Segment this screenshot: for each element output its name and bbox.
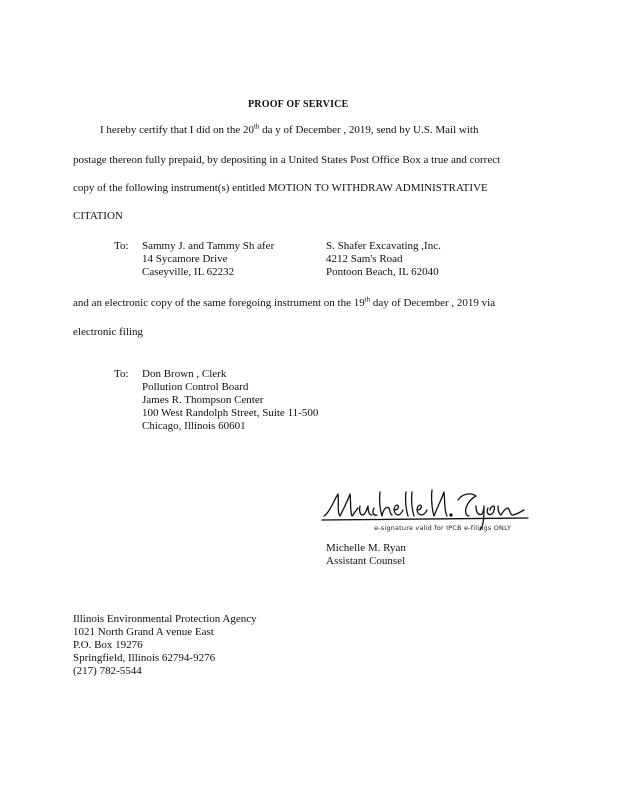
to-label-2: To: <box>114 368 129 380</box>
certify-line-2: postage thereon fully prepaid, by depositing in a United States Post Office Box a true and correct <box>73 154 501 166</box>
signature-caption: e-signature valid for IPCB e-filings ONLY <box>374 524 512 532</box>
recipient-1-city: Caseyville, IL 62232 <box>142 266 235 278</box>
signer-block <box>326 542 406 568</box>
board-name: Pollution Control Board <box>142 381 249 393</box>
agency-street: 1021 North Grand A venue East <box>73 626 214 638</box>
certify-line-1 <box>100 124 478 136</box>
certify-line-1-text-b: da y of December , 2019, send by U.S. Mail with <box>259 124 479 136</box>
recipient-block-1 <box>142 240 274 279</box>
document-title: PROOF OF SERVICE <box>248 99 349 110</box>
certify-line-3: copy of the following instrument(s) entitled MOTION TO WITHDRAW ADMINISTRATIVE <box>73 182 488 194</box>
city-state-zip: Chicago, Illinois 60601 <box>142 420 246 432</box>
certify-line-4: CITATION <box>73 210 123 222</box>
certify-line-1-text-a: I hereby certify that I did on the 20 <box>100 124 254 136</box>
electronic-line-1 <box>73 297 495 309</box>
agency-phone: (217) 782-5544 <box>73 665 142 677</box>
electronic-recipient-block <box>142 368 318 433</box>
recipient-block-2 <box>326 240 441 279</box>
handwritten-signature <box>320 486 530 534</box>
recipient-1-name: Sammy J. and Tammy Sh afer <box>142 240 275 252</box>
ordinal-suffix: th <box>253 122 260 131</box>
electronic-line-2: electronic filing <box>73 326 143 338</box>
center-name: James R. Thompson Center <box>142 394 264 406</box>
recipient-1-street: 14 Sycamore Drive <box>142 253 228 265</box>
to-label: To: <box>114 240 129 252</box>
street-address: 100 West Randolph Street, Suite 11-500 <box>142 407 319 419</box>
recipient-2-city: Pontoon Beach, IL 62040 <box>326 266 439 278</box>
agency-address-block <box>73 613 257 678</box>
signer-name: Michelle M. Ryan <box>326 542 406 554</box>
recipient-2-street: 4212 Sam's Road <box>326 253 403 265</box>
agency-city: Springfield, Illinois 62794-9276 <box>73 652 216 664</box>
recipient-2-name: S. Shafer Excavating ,Inc. <box>326 240 441 252</box>
agency-name: Illinois Environmental Protection Agency <box>73 613 257 625</box>
clerk-name: Don Brown , Clerk <box>142 368 227 380</box>
ordinal-suffix-2: th <box>364 295 371 304</box>
agency-po-box: P.O. Box 19276 <box>73 639 143 651</box>
electronic-line-1-text-a: and an electronic copy of the same foregoing instrument on the 19 <box>73 297 365 309</box>
electronic-line-1-text-b: day of December , 2019 via <box>370 297 496 309</box>
signer-title: Assistant Counsel <box>326 555 406 567</box>
